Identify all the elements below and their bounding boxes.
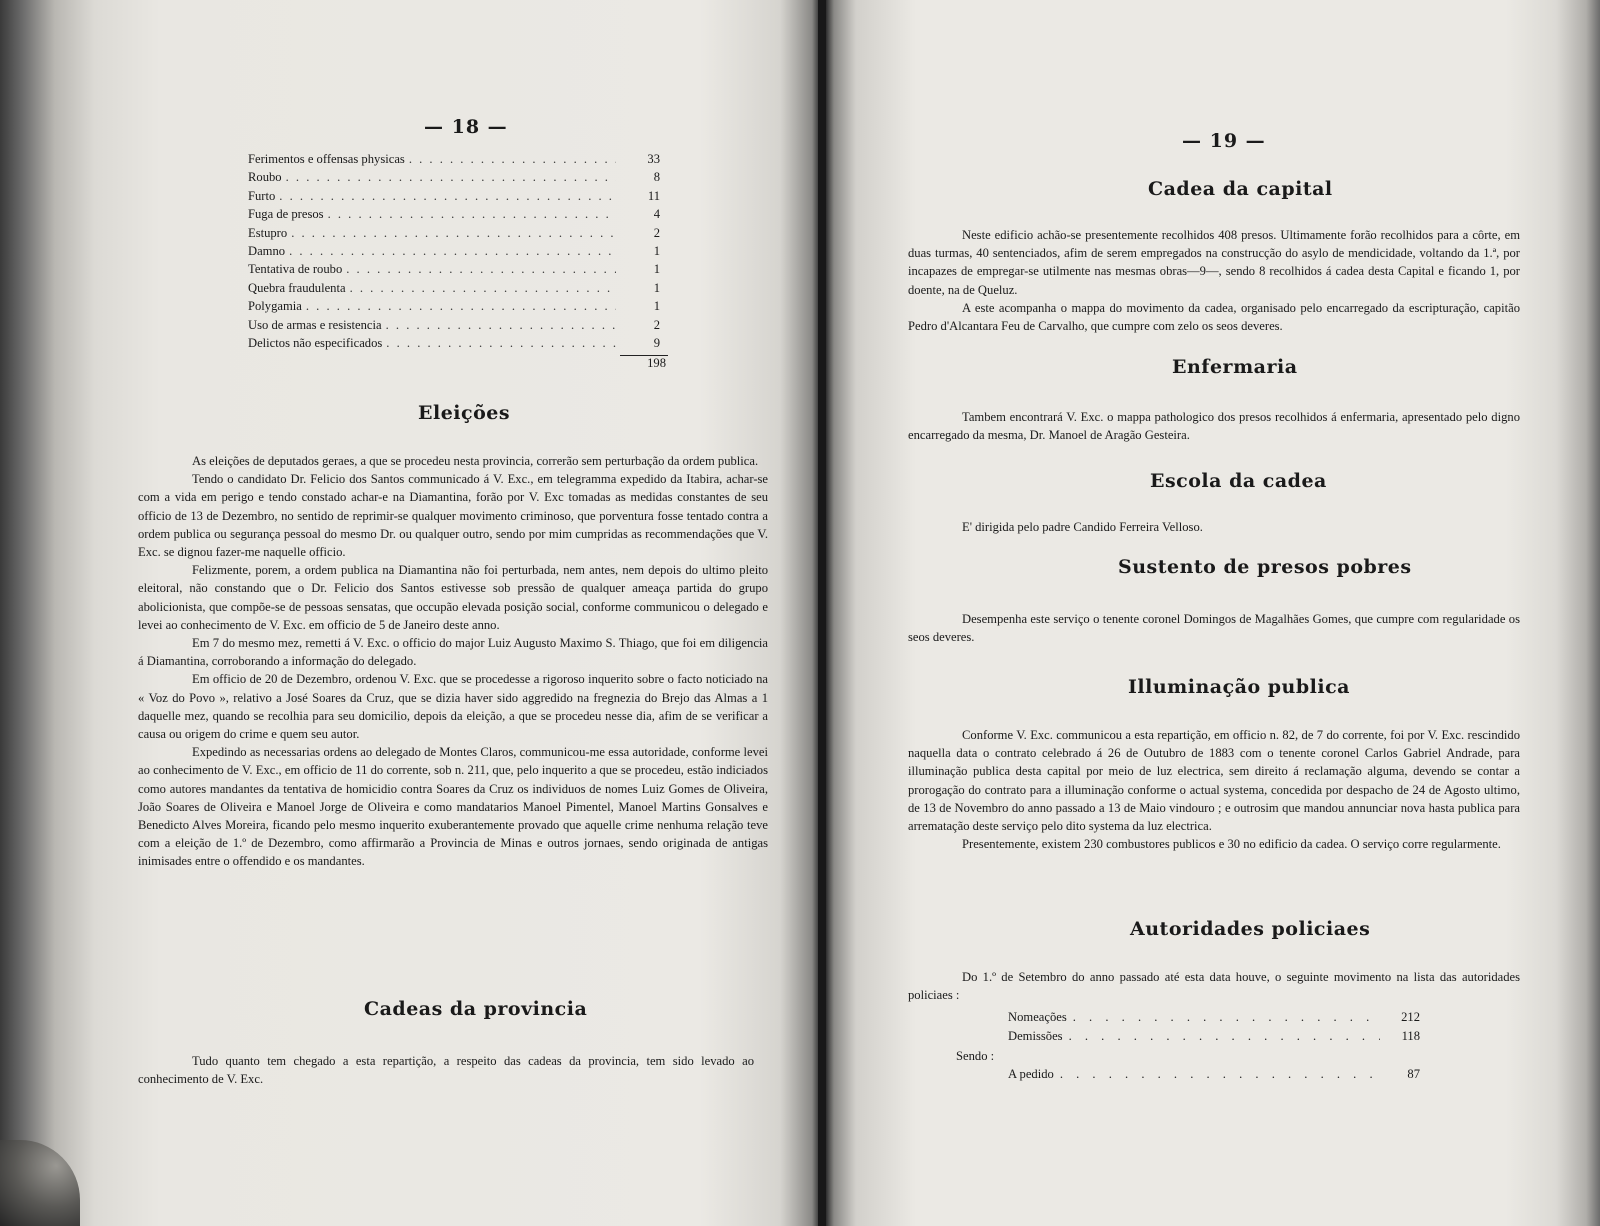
paragraph: Presentemente, existem 230 combustores publicos e 30 no edificio da cadea. O serviço corre regularmente. — [962, 837, 1501, 852]
row-value: 1 — [653, 243, 660, 258]
section-title-escola: Escola da cadea — [1150, 470, 1327, 492]
table-row — [1008, 1029, 1420, 1048]
table-row — [248, 262, 660, 280]
illuminacao-body — [908, 726, 1520, 853]
section-title-cadeas-provincia: Cadeas da provincia — [364, 998, 588, 1020]
row-value: 33 — [647, 152, 660, 166]
row-value: 2 — [653, 317, 660, 332]
sendo-label: Sendo : — [956, 1049, 995, 1063]
paragraph: Em 7 do mesmo mez, remetti á V. Exc. o officio do major Luiz Augusto Maximo S. Thiago, que foi em diligencia á Diamantina, corroborando a informação do delegado. — [138, 636, 768, 669]
paragraph: Em officio de 20 de Dezembro, ordenou V. Exc. que se procedesse a rigoroso inquerito sobre o facto noticiado na « Voz do Povo », relativo a José Soares da Cruz, que se dizia haver sido aggredido na fregnezia do Brejo das Almas a 1 daquelle mez, quando se recolhia para seu domicilio, depois da eleição, a que se procedeu nesse dia, afim de se verificar a causa ou origem do crime e quem seu autor. — [138, 672, 768, 742]
row-label: Uso de armas e resistencia — [248, 317, 382, 332]
row-value: 87 — [1407, 1067, 1420, 1081]
leader-dots — [386, 336, 616, 351]
row-label: Roubo — [248, 170, 282, 185]
row-label: Furto — [248, 188, 276, 203]
paragraph: As eleições de deputados geraes, a que se procedeu nesta provincia, correrão sem perturbação da ordem publica. — [192, 454, 759, 468]
cadea-capital-body — [908, 226, 1520, 335]
leader-dots — [289, 244, 616, 259]
table-row — [1008, 1010, 1420, 1029]
row-value: 8 — [653, 170, 660, 185]
sustento-body — [908, 610, 1520, 646]
table-row — [1008, 1067, 1420, 1086]
page-number-left: — 18 — — [424, 116, 508, 138]
paragraph: Expedindo as necessarias ordens ao delegado de Montes Claros, communicou-me essa autoridade, conforme levei ao conhecimento de V. Exc., em officio de 11 do corrente, sob n. 211, que, pelo inquerito a que se procedeu, estão indiciados como autores mandantes da tentativa de homicidio contra Soares da Cruz os individuos de nomes Luiz Gomes de Oliveira, João Soares de Oliveira e Manoel Jorge de Oliveira e como mandatarios Manoel Pimentel, Manoel Martins Gonsalves e Benedicto Alves Moreira, ficando pelo mesmo inquerito exuberantemente provado que aquelle crime nenhuma relação teve com a eleição de 1.º de Dezembro, como affirmarão a Provincia de Minas e outros jornaes, sendo originada de antigas inimisades entre o offendido e os mandantes. — [138, 745, 768, 869]
row-value: 212 — [1401, 1010, 1420, 1024]
paragraph: Desempenha este serviço o tenente coronel Domingos de Magalhães Gomes, que cumpre com regularidade os seos deveres. — [908, 612, 1520, 645]
section-title-cadea-capital: Cadea da capital — [1148, 178, 1333, 200]
leader-dots — [279, 189, 616, 204]
a-pedido-row — [1008, 1067, 1420, 1086]
cadeas-provincia-body — [138, 1052, 754, 1088]
section-title-enfermaria: Enfermaria — [1172, 356, 1298, 378]
paragraph: E' dirigida pelo padre Candido Ferreira Velloso. — [962, 520, 1203, 534]
section-title-autoridades: Autoridades policiaes — [1130, 918, 1371, 940]
row-value: 1 — [653, 299, 660, 314]
crimes-total: 198 — [647, 356, 666, 370]
row-label: Fuga de presos — [248, 207, 324, 222]
table-row — [248, 244, 660, 262]
escola-body — [908, 518, 1520, 536]
leader-dots — [286, 170, 616, 185]
table-row — [248, 189, 660, 207]
leader-dots — [328, 207, 616, 222]
table-row — [248, 207, 660, 225]
table-row — [248, 281, 660, 299]
leader-dots — [291, 226, 616, 241]
section-title-eleicoes: Eleições — [418, 402, 511, 424]
eleicoes-body — [138, 452, 768, 871]
leader-dots — [1069, 1029, 1380, 1044]
row-label: Polygamia — [248, 299, 302, 314]
row-value: 9 — [653, 335, 660, 350]
paragraph: Tambem encontrará V. Exc. o mappa pathologico dos presos recolhidos á enfermaria, apresentado pelo digno encarregado da mesma, Dr. Manoel de Aragão Gesteira. — [908, 410, 1520, 443]
row-label: A pedido — [1008, 1067, 1054, 1081]
table-row — [248, 152, 660, 170]
row-value: 118 — [1401, 1029, 1420, 1043]
paragraph: Tudo quanto tem chegado a esta repartição, a respeito das cadeas da provincia, tem sido levado ao conhecimento de V. Exc. — [138, 1054, 754, 1087]
paragraph: A este acompanha o mappa do movimento da cadea, organisado pelo encarregado da escripturação, capitão Pedro d'Alcantara Feu de Carvalho, que cumpre com zelo os seos deveres. — [908, 300, 1520, 334]
leader-dots — [350, 281, 616, 296]
row-label: Demissões — [1008, 1029, 1063, 1043]
leader-dots — [346, 262, 616, 277]
section-title-sustento: Sustento de presos pobres — [1118, 556, 1412, 578]
table-row — [248, 318, 660, 336]
leader-dots — [1060, 1067, 1380, 1082]
crime-statistics-table — [248, 152, 660, 354]
table-row — [248, 299, 660, 317]
row-label: Estupro — [248, 225, 288, 240]
row-value: 1 — [653, 280, 660, 295]
row-value: 1 — [653, 262, 660, 277]
paragraph: Do 1.º de Setembro do anno passado até esta data houve, o seguinte movimento na lista das autoridades policiaes : — [908, 970, 1520, 1003]
paragraph: Felizmente, porem, a ordem publica na Diamantina não foi perturbada, nem antes, nem depois do ultimo pleito eleitoral, não constando que o Dr. Felicio dos Santos estivesse sob pressão de qualquer ameaça partida do grupo abolicionista, que compõe-se de pessoas sensatas, que occupão elevada posição social, conforme communicou o delegado e levei ao conhecimento de V. Exc. em officio de 5 de Janeiro deste anno. — [138, 563, 768, 632]
row-label: Delictos não especificados — [248, 335, 383, 350]
row-value: 11 — [647, 188, 660, 203]
table-row — [248, 226, 660, 244]
row-label: Ferimentos e offensas physicas — [248, 152, 405, 166]
table-row — [248, 170, 660, 188]
row-label: Damno — [248, 243, 286, 258]
row-label: Quebra fraudulenta — [248, 280, 346, 295]
paragraph: Conforme V. Exc. communicou a esta repartição, em officio n. 82, de 7 do corrente, foi por V. Exc. rescindido naquella data o contrato celebrado á 26 de Outubro de 1883 com o tenente coronel Carlos Gabriel Andrade, para illuminação publica desta capital por meio de luz electrica, sem direito á reclamação alguma, devendo se contar a prorogação do contrato para a illuminação conforme o actual systema, concedida por despacho de 24 de Agosto ultimo, de 13 de Novembro do anno passado a 13 de Maio vindouro ; e outrosim que mandou annunciar nova hasta publica para arrematação deste serviço pelo dito systema da luz electrica. — [908, 728, 1520, 834]
enfermaria-body — [908, 408, 1520, 444]
leader-dots — [1073, 1010, 1380, 1025]
leader-dots — [409, 152, 616, 167]
table-row — [248, 336, 660, 354]
page-number-right: — 19 — — [1182, 130, 1266, 152]
row-label: Tentativa de roubo — [248, 262, 343, 277]
row-value: 4 — [653, 207, 660, 222]
movimento-table — [1008, 1010, 1420, 1048]
row-label: Nomeações — [1008, 1010, 1067, 1024]
leader-dots — [386, 318, 616, 333]
page-curl — [0, 1140, 80, 1226]
autoridades-body — [908, 968, 1520, 1004]
section-title-illuminacao: Illuminação publica — [1128, 676, 1350, 698]
row-value: 2 — [653, 225, 660, 240]
paragraph: Neste edificio achão-se presentemente recolhidos 408 presos. Ultimamente forão recolhidos para a côrte, em duas turmas, 40 sentenciados, afim de serem empregados na construcção do asylo de mendicidade, voltando da 1.ª, por incapazes de empregar-se utilmente nas mesmas obras—9—, sendo 8 recolhidos á cadea desta Capital e ficando 1, por doente, na de Queluz. — [908, 228, 1520, 297]
paragraph: Tendo o candidato Dr. Felicio dos Santos communicado á V. Exc., em telegramma expedido da Itabira, achar-se com a vida em perigo e tendo constado achar-e na Diamantina, forão por V. Exc tomadas as medidas constantes de seu officio de 13 de Dezembro, no sentido de reprimir-se qualquer movimento criminoso, que porventura fosse tentado contra a ordem publica ou segurança pessoal do mesmo Dr. ou qualquer outro, sendo por mim cumpridas as recommendações que V. Exc. se dignou fazer-me naquelle officio. — [138, 472, 768, 560]
leader-dots — [306, 299, 616, 314]
